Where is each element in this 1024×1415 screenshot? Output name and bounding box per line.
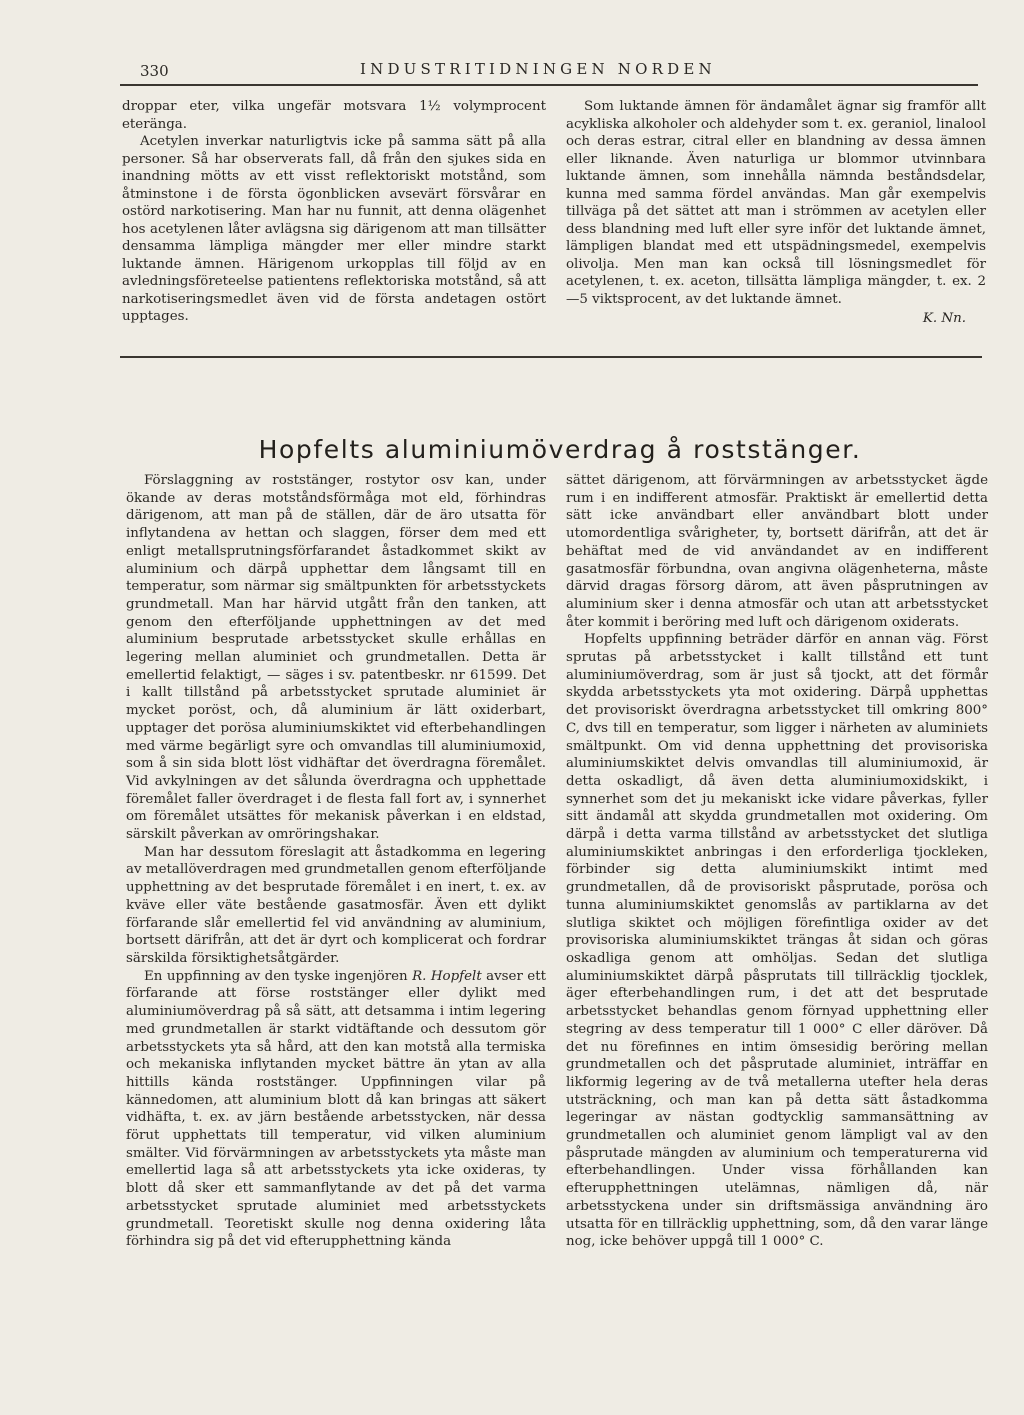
- paragraph-rest: avser ett förfarande att förse roststänger eller dylikt med aluminiumöverdrag på så sätt, att detsamma i intim legering med grundmetallen är starkt vidtäftande och dessutom gör arbetsstyckets yta så hård, att den kan motstå alla termiska och mekaniska inflytanden mycket bättre än ytan av alla hittills kända roststänger. Uppfinningen vilar på kännedomen, att aluminium blott då kan bringas att säkert vidhäfta, t. ex. av järn bestående arbetsstycken, när dessa förut upphettats till temperatur, vid vilken aluminium smälter. Vid förvärmningen av arbetsstyckets yta måste man emellertid laga så att arbetsstyckets yta icke oxideras, ty blott då sker ett sammanflytande av det på det varma arbetsstycket sprutade aluminiet med arbetsstyckets grundmetall. Teoretiskt skulle nog denna oxidering låta förhindra sig på det vid efterupphettning kända: [126, 968, 546, 1250]
- section-divider: [120, 356, 982, 358]
- previous-article-left-column: [122, 98, 546, 326]
- article-left-column: [126, 472, 546, 1251]
- paragraph: Förslaggning av roststänger, rostytor osv kan, under ökande av deras motståndsförmåga mot eld, förhindras därigenom, att man på de ställen, där de äro utsatta för inflytandena av hettan och slaggen, förser dem med ett enligt metallsprutningsförfarandet åstadkommet skikt av aluminium och därpå upphettar dem långsamt till en temperatur, som närmar sig smältpunkten för arbetsstyckets grundmetall. Man har härvid utgått från den tanken, att genom den efterföljande upphettningen av det med aluminium besprutade arbetsstycket skulle erhållas en legering mellan aluminiet och grundmetallen. Detta är emellertid felaktigt, — säges i sv. patentbeskr. nr 61599. Det i kallt tillstånd på arbetsstycket sprutade aluminiet är mycket poröst, och, då aluminium är lätt oxiderbart, upptager det porösa aluminiumskiktet vid efterbehandlingen med värme begärligt syre och omvandlas till aluminiumoxid, som å sin sida blott löst vidhäftar det överdragna föremålet. Vid avkylningen av det sålunda överdragna och upphettade föremålet faller överdraget i de flesta fall fort av, i synnerhet om föremålet utsättes för mekanisk påverkan i en eldstad, särskilt påverkan av omröringshakar.: [126, 473, 546, 843]
- article-right-column: [566, 472, 988, 1251]
- paragraph: droppar eter, vilka ungefär motsvara 1½ volymprocent eteränga.: [122, 99, 546, 132]
- paragraph: Man har dessutom föreslagit att åstadkomma en legering av metallöverdragen med grundmetallen genom efterföljande upphettning av det besprutade föremålet i en inert, t. ex. av kväve eller väte bestående gasatmosfär. Även ett dylikt förfarande slår emellertid fel vid användning av aluminium, bortsett därifrån, att det är dyrt och komplicerat och fordrar särskilda försiktighetsåtgärder.: [126, 844, 546, 966]
- running-title: INDUSTRITIDNINGEN NORDEN: [360, 60, 716, 78]
- paragraph: sättet därigenom, att förvärmningen av arbetsstycket ägde rum i en indifferent atmosfär. Praktiskt är emellertid detta sätt icke användbart eller användbart blott under utomordentliga svårigheter, ty, bortsett därifrån, att det är behäftat med de vid användandet av en indifferent gasatmosfär förbundna, ovan angivna olägenheterna, måste därvid dragas försorg därom, att även påsprutningen av aluminium sker i denna atmosfär och utan att arbetsstycket åter kommit i beröring med luft och därigenom oxiderats.: [566, 473, 988, 630]
- paragraph: [126, 968, 546, 1251]
- paragraph: Acetylen inverkar naturligtvis icke på samma sätt på alla personer. Så har observerats fall, då från den sjukes sida en inandning mötts av ett visst reflektoriskt motstånd, som åtminstone i de första ögonblicken avsevärt försvårar en ostörd narkotisering. Man har nu funnit, att denna olägenhet hos acetylenen låter avlägsna sig därigenom att man tillsätter densamma lämpliga mängder mer eller mindre starkt luktande ämnen. Härigenom urkopplas till följd av en avledningsföreteelse patientens reflektoriska motstånd, så att narkotiseringsmedlet även vid de första andetagen ostört upptages.: [122, 134, 546, 324]
- header-rule: [120, 84, 978, 86]
- previous-article-right-column: [566, 98, 986, 328]
- inventor-name: R. Hopfelt: [412, 968, 482, 984]
- paragraph: Hopfelts uppfinning beträder därför en annan väg. Först sprutas på arbetsstycket i kallt tillstånd ett tunt aluminiumöverdrag, som är just så tjockt, att det förmår skydda arbetsstyckets yta mot oxidering. Därpå upphettas det provisoriskt överdragna arbetsstycket till omkring 800° C, dvs till en temperatur, som ligger i närheten av aluminiets smältpunkt. Om vid denna upphettning det provisoriska aluminiumskiktet delvis omvandlas till aluminiumoxid, är detta oskadligt, då även detta aluminiumoxidskikt, i synnerhet som det ju mekaniskt icke vidare påverkas, fyller sitt ändamål att skydda grundmetallen mot oxidering. Om därpå i detta varma tillstånd av arbetsstycket det slutliga aluminiumskiktet anbringas i den erforderliga tjockleken, förbinder sig detta aluminiumskikt intimt med grundmetallen, då de provisoriskt påsprutade, porösa och tunna aluminiumskiktet genomslås av partiklarna av det slutliga skiktet och möjligen förefintliga oxider av det provisoriska aluminiumskiktet trängas åt sidan och göras oskadliga genom att omhöljas. Sedan det slutliga aluminiumskiktet därpå påsprutats till tillräcklig tjocklek, äger efterbehandlingen rum, i det att det besprutade arbetsstycket behandlas genom förnyad upphettning eller stegring av dess temperatur till 1 000° C eller däröver. Då det nu förefinnes en intim ömsesidig beröring mellan grundmetallen och det påsprutade aluminiet, inträffar en likformig legering av de två metallerna utefter hela deras utsträckning, och man kan på detta sätt åstadkomma legeringar av nästan godtycklig sammansättning av grundmetallen och aluminiet genom lämpligt val av den påsprutade mängden av aluminium och temperaturerna vid efterbehandlingen. Under vissa förhållanden kan efterupphettningen utelämnas, nämligen då, när arbetsstyckena under sin driftsmässiga användning äro utsatta för en tillräcklig upphettning, som, då den varar länge nog, icke behöver uppgå till 1 000° C.: [566, 632, 988, 1250]
- paragraph-start: En uppfinning av den tyske ingenjören: [144, 968, 408, 984]
- paragraph: Som luktande ämnen för ändamålet ägnar sig framför allt acykliska alkoholer och aldehyder som t. ex. geraniol, linalool och deras estrar, citral eller en blandning av dessa ämnen eller liknande. Även naturliga ur blommor utvinnbara luktande ämnen, som innehålla nämnda beståndsdelar, kunna med samma fördel användas. Man går exempelvis tillväga på det sättet att man i strömmen av acetylen eller dess blandning med luft eller syre inför det luktande ämnet, lämpligen blandat med ett utspädningsmedel, exempelvis olivolja. Men man kan också till lösningsmedlet för acetylenen, t. ex. aceton, tillsätta lämpliga mängder, t. ex. 2—5 viktsprocent, av det luktande ämnet.: [566, 99, 986, 307]
- author-signature: K. Nn.: [922, 311, 966, 326]
- page-number: 330: [140, 62, 169, 80]
- article-title: Hopfelts aluminiumöverdrag å roststänger.: [258, 434, 862, 464]
